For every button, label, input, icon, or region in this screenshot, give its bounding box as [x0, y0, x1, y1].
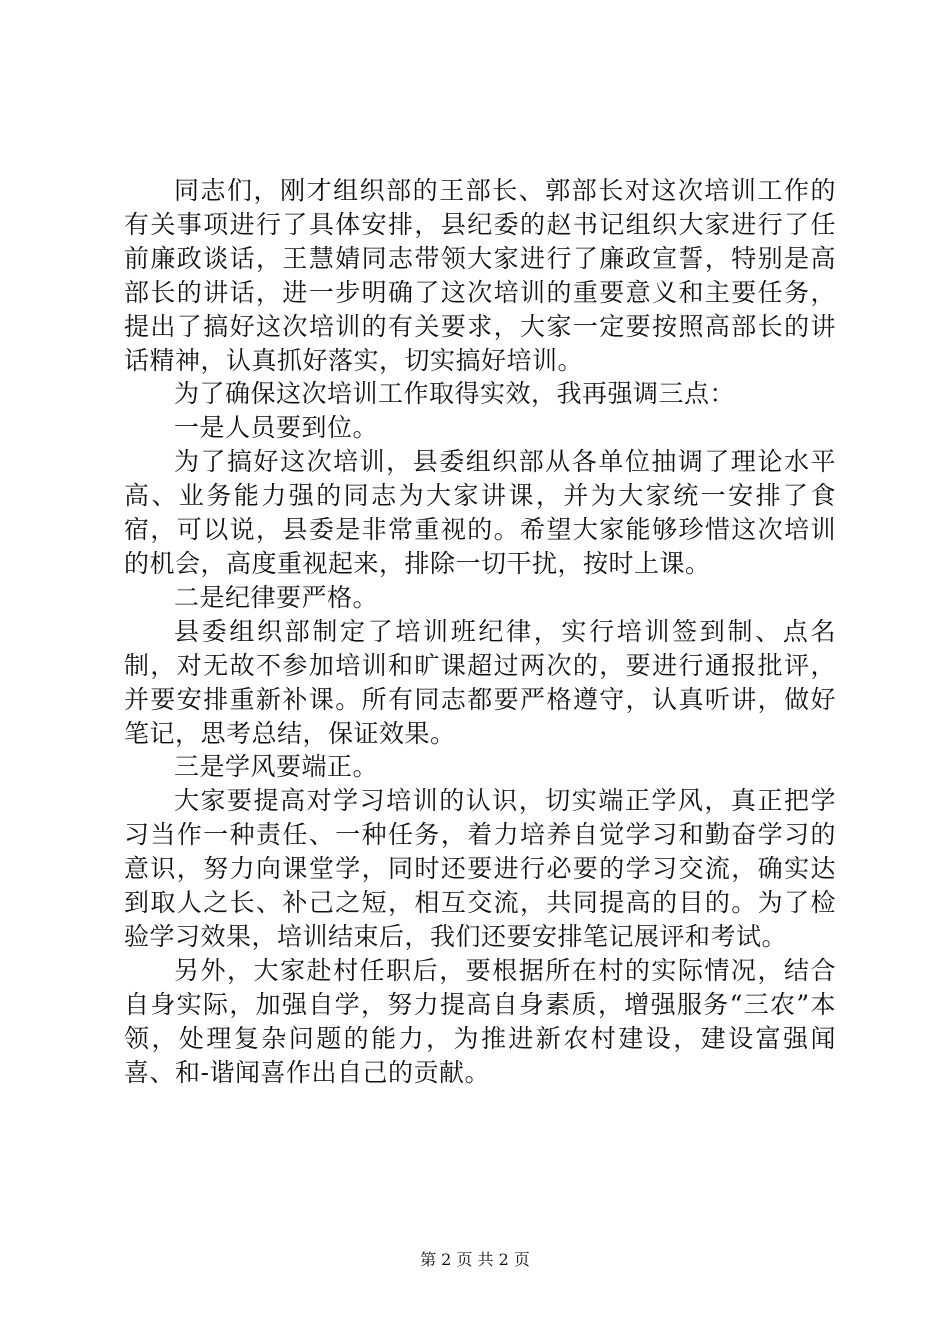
paragraph-opening: 同志们，刚才组织部的王部长、郭部长对这次培训工作的有关事项进行了具体安排，县纪委的赵书记组织大家进行了任前廉政谈话，王慧婧同志带领大家进行了廉政宣誓，特别是高部长的讲话，进一步明确了这次培训的重要意义和主要任务，提出了搞好这次培训的有关要求，大家一定要按照高部长的讲话精神，认真抓好落实，切实搞好培训。 [124, 176, 836, 375]
point-one-heading: 一是人员要到位。 [174, 413, 379, 443]
document-body [124, 174, 836, 1089]
point-two-body: 县委组织部制定了培训班纪律，实行培训签到制、点名制，对无故不参加培训和旷课超过两次的，要进行通报批评，并要安排重新补课。所有同志都要严格遵守，认真听讲，做好笔记，思考总结，保证效果。 [124, 616, 836, 748]
point-one-body: 为了搞好这次培训，县委组织部从各单位抽调了理论水平高、业务能力强的同志为大家讲课，并为大家统一安排了食宿，可以说，县委是非常重视的。希望大家能够珍惜这次培训的机会，高度重视起来，排除一切干扰，按时上课。 [124, 447, 836, 578]
paragraph-three-points-intro: 为了确保这次培训工作取得实效，我再强调三点： [174, 379, 736, 409]
page-number-label: 第 2 页 共 2 页 [420, 1250, 530, 1269]
paragraph-closing: 另外，大家赴村任职后，要根据所在村的实际情况，结合自身实际，加强自学，努力提高自身素质，增强服务“三农”本领，处理复杂问题的能力，为推进新农村建设，建设富强闻喜、和-谐闻喜作出自己的贡献。 [124, 955, 836, 1087]
point-two-heading: 二是纪律要严格。 [174, 582, 379, 612]
point-three-heading: 三是学风要端正。 [174, 752, 379, 782]
point-three-body: 大家要提高对学习培训的认识，切实端正学风，真正把学习当作一种责任、一种任务，着力培养自觉学习和勤奋学习的意识，努力向课堂学，同时还要进行必要的学习交流，确实达到取人之长、补己之短，相互交流，共同提高的目的。为了检验学习效果，培训结束后，我们还要安排笔记展评和考试。 [124, 786, 836, 951]
page-footer [0, 1247, 950, 1270]
